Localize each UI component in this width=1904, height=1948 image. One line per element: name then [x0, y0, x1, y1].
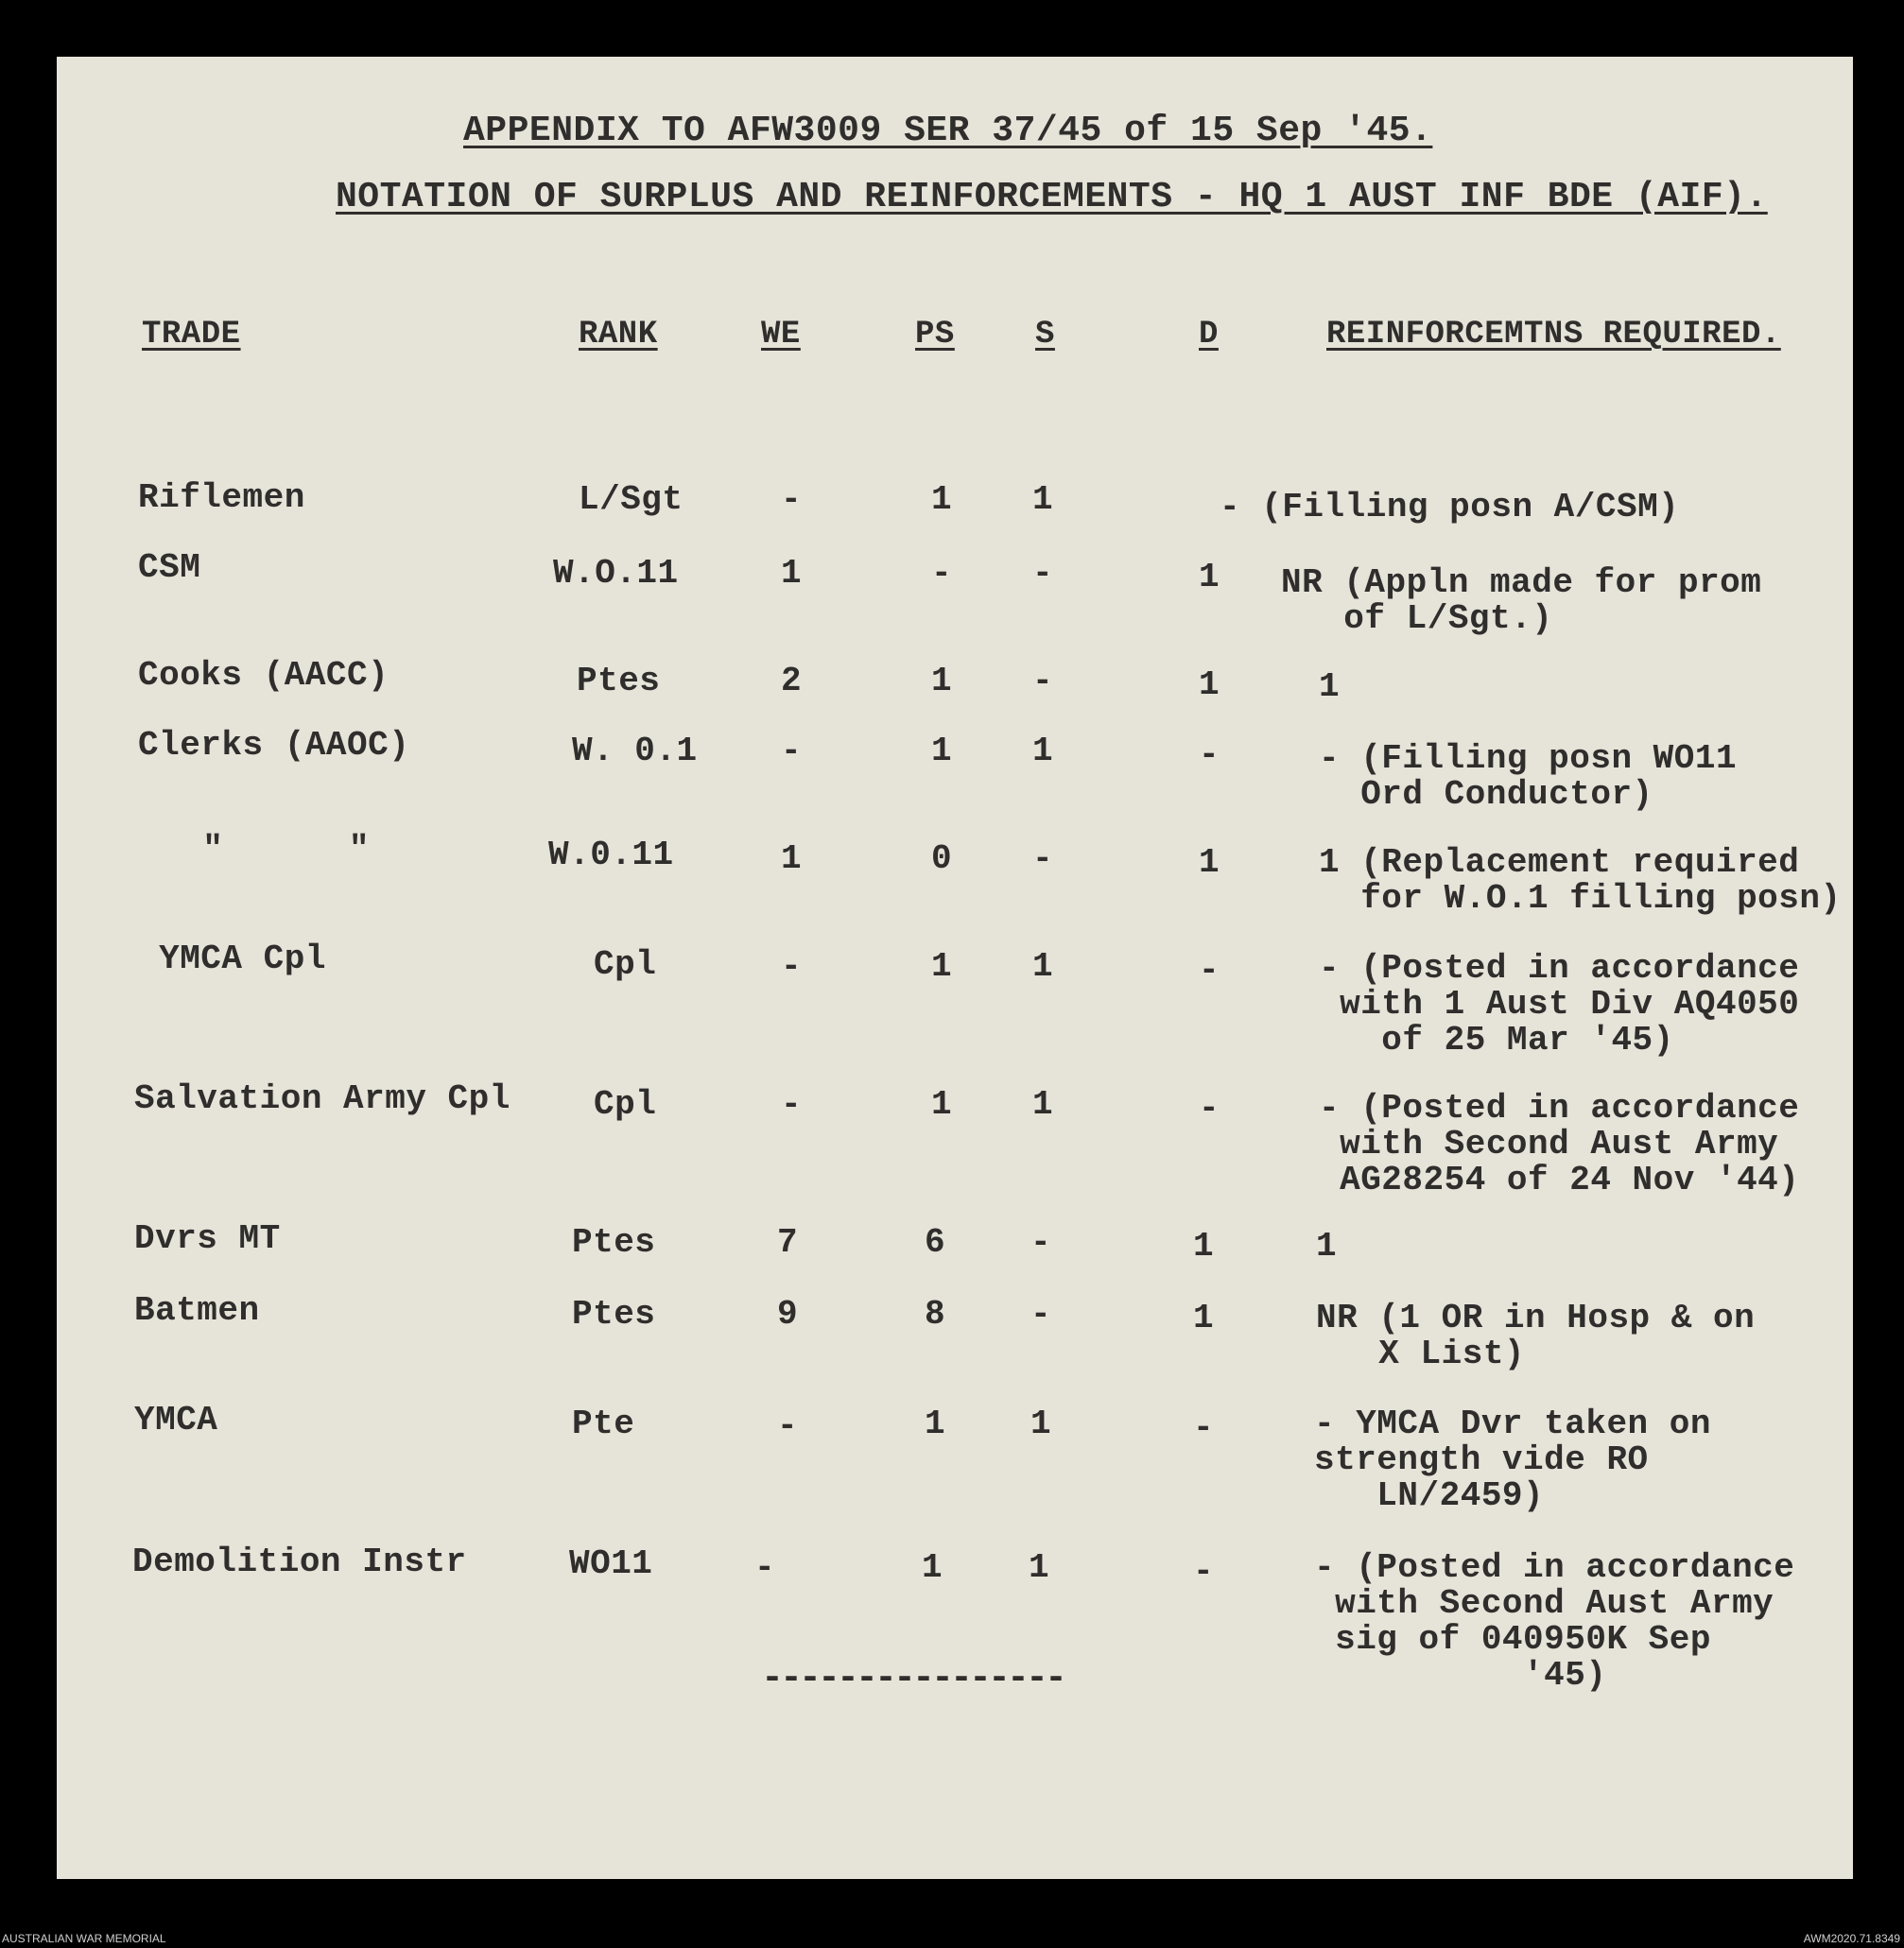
row-ps: 1: [931, 480, 953, 519]
row-ps: 0: [931, 839, 953, 878]
header-reinforcements: REINFORCEMTNS REQUIRED.: [1326, 317, 1781, 353]
row-we: 9: [777, 1295, 799, 1334]
row-we: 2: [781, 662, 803, 700]
row-d: -: [1199, 735, 1220, 774]
row-trade: Batmen: [134, 1291, 260, 1330]
document-subtitle: NOTATION OF SURPLUS AND REINFORCEMENTS - HQ 1 AUST INF BDE (AIF).: [336, 177, 1768, 217]
row-rank: Ptes: [577, 662, 661, 700]
row-rank: Ptes: [572, 1295, 656, 1334]
row-reinforcements: - YMCA Dvr taken on strength vide RO LN/2459): [1314, 1405, 1711, 1515]
row-d: -: [1193, 1408, 1215, 1447]
row-s: 1: [1032, 1085, 1054, 1124]
row-s: 1: [1032, 480, 1054, 519]
row-rank: Cpl: [594, 1085, 657, 1124]
row-rank: W.O.11: [553, 554, 679, 593]
row-s: 1: [1030, 1405, 1052, 1443]
row-rank: W.0.11: [548, 836, 674, 874]
row-d: -: [1199, 951, 1220, 990]
row-d: -: [1193, 1552, 1215, 1591]
row-reinforcements: - (Filling posn WO11 Ord Conductor): [1319, 739, 1738, 814]
row-we: -: [754, 1548, 776, 1587]
row-rank: W. 0.1: [572, 732, 698, 770]
end-rule: ----------------: [761, 1658, 1065, 1700]
row-reinforcements: - (Posted in accordance with Second Aust Army AG28254 of 24 Nov '44): [1319, 1089, 1800, 1199]
row-we: 7: [777, 1223, 799, 1262]
row-reinforcements: - (Filling posn A/CSM): [1220, 488, 1680, 526]
header-rank: RANK: [579, 317, 658, 353]
row-d: 1: [1199, 665, 1220, 704]
row-s: -: [1032, 554, 1054, 593]
row-s: 1: [1032, 732, 1054, 770]
row-reinforcements: - (Posted in accordance with Second Aust Army sig of 040950K Sep '45): [1314, 1548, 1795, 1695]
row-we: 1: [781, 554, 803, 593]
header-ps: PS: [915, 317, 955, 353]
row-trade: Riflemen: [138, 478, 305, 517]
row-ps: 1: [931, 1085, 953, 1124]
row-ps: 1: [931, 732, 953, 770]
header-s: S: [1035, 317, 1055, 353]
row-we: 1: [781, 839, 803, 878]
row-trade: Dvrs MT: [134, 1219, 281, 1258]
row-reinforcements: 1 (Replacement required for W.O.1 filling posn): [1319, 843, 1842, 918]
row-rank: Pte: [572, 1405, 635, 1443]
row-s: 1: [1029, 1548, 1050, 1587]
row-trade: CSM: [138, 548, 201, 587]
row-d: 1: [1193, 1299, 1215, 1337]
row-ps: -: [931, 554, 953, 593]
row-ps: 1: [922, 1548, 943, 1587]
row-trade: Salvation Army Cpl: [134, 1079, 511, 1118]
row-s: -: [1030, 1223, 1052, 1262]
row-we: -: [781, 947, 803, 986]
header-d: D: [1199, 317, 1219, 353]
row-we: -: [781, 732, 803, 770]
row-d: -: [1199, 1089, 1220, 1128]
row-trade: Cooks (AACC): [138, 656, 389, 695]
row-s: -: [1032, 662, 1054, 700]
row-s: -: [1032, 839, 1054, 878]
row-d: 1: [1199, 843, 1220, 882]
row-reinforcements: 1: [1316, 1227, 1338, 1266]
row-trade: YMCA Cpl: [138, 940, 326, 978]
row-rank: WO11: [569, 1544, 653, 1583]
header-we: WE: [761, 317, 801, 353]
header-trade: TRADE: [142, 317, 241, 353]
row-trade: Clerks (AAOC): [138, 726, 410, 765]
row-we: -: [781, 1085, 803, 1124]
row-we: -: [781, 480, 803, 519]
row-trade: YMCA: [134, 1401, 218, 1439]
row-d: 1: [1193, 1227, 1215, 1266]
row-reinforcements: NR (Appln made for prom of L/Sgt.): [1281, 563, 1762, 638]
row-ps: 1: [931, 947, 953, 986]
document-title: APPENDIX TO AFW3009 SER 37/45 of 15 Sep '45.: [463, 111, 1433, 151]
row-reinforcements: - (Posted in accordance with 1 Aust Div AQ4050 of 25 Mar '45): [1319, 949, 1800, 1060]
row-d: 1: [1199, 558, 1220, 596]
row-s: 1: [1032, 947, 1054, 986]
row-ps: 1: [931, 662, 953, 700]
footer-archive-name: AUSTRALIAN WAR MEMORIAL: [2, 1932, 166, 1945]
row-ps: 8: [925, 1295, 946, 1334]
footer-accession-number: AWM2020.71.8349: [1803, 1932, 1900, 1945]
row-rank: Ptes: [572, 1223, 656, 1262]
row-ps: 6: [925, 1223, 946, 1262]
row-we: -: [777, 1406, 799, 1445]
row-reinforcements: 1: [1319, 667, 1341, 706]
row-trade: " ": [161, 830, 371, 869]
row-reinforcements: NR (1 OR in Hosp & on X List): [1316, 1299, 1756, 1373]
row-s: -: [1030, 1295, 1052, 1334]
row-trade: Demolition Instr: [132, 1543, 467, 1581]
row-ps: 1: [925, 1405, 946, 1443]
row-rank: L/Sgt: [579, 480, 684, 519]
row-rank: Cpl: [594, 945, 657, 984]
